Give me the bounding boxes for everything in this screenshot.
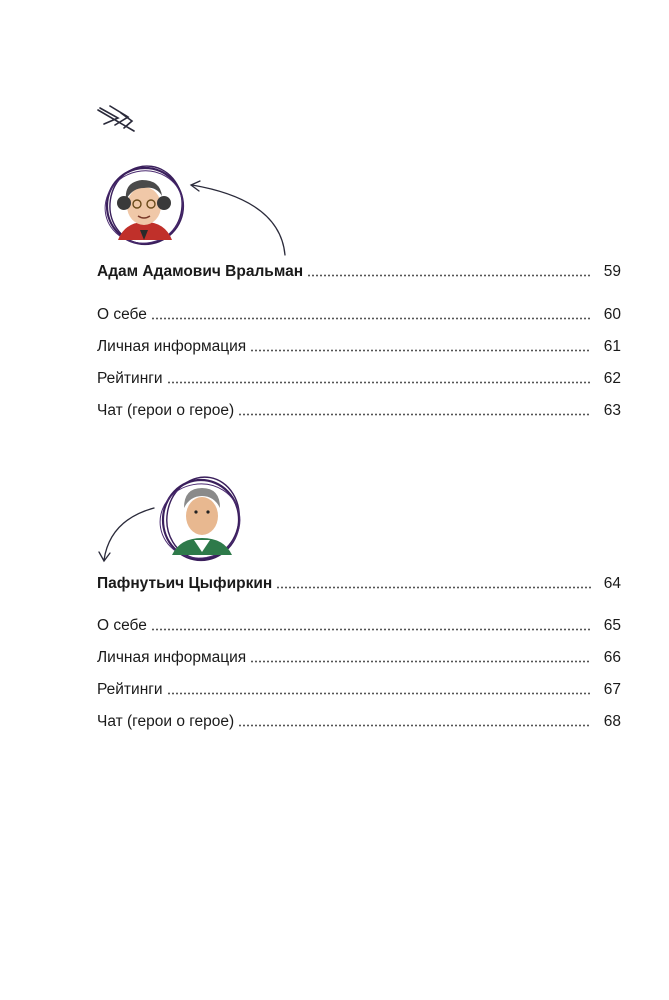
dot-leader <box>167 381 591 384</box>
toc-item-label: Личная информация <box>97 649 247 666</box>
toc-item-row[interactable] <box>97 369 621 389</box>
page-number: 65 <box>603 617 621 634</box>
toc-item-label: Чат (герои о герое) <box>97 402 235 419</box>
dot-leader <box>238 413 591 416</box>
toc-item-row[interactable] <box>97 337 621 357</box>
toc-item-row[interactable] <box>97 305 621 325</box>
toc-item-label: О себе <box>97 617 147 634</box>
avatar-pafnutich-icon <box>154 471 246 564</box>
toc-item-label: Личная информация <box>97 338 247 355</box>
toc-item-row[interactable] <box>97 680 621 700</box>
scribble-icon <box>98 106 134 131</box>
page-number: 59 <box>603 263 621 280</box>
dot-leader <box>151 628 591 631</box>
dot-leader <box>238 724 591 727</box>
dot-leader <box>151 317 591 320</box>
toc-heading-row[interactable] <box>97 574 621 594</box>
page-number: 68 <box>603 713 621 730</box>
page-number: 64 <box>603 575 621 592</box>
toc-item-label: О себе <box>97 306 147 323</box>
dot-leader <box>276 586 591 589</box>
dot-leader <box>167 692 591 695</box>
toc-heading-label: Пафнутьич Цыфиркин <box>97 575 273 592</box>
arrow-icon <box>191 181 285 255</box>
toc-item-label: Чат (герои о герое) <box>97 713 235 730</box>
dot-leader <box>307 274 591 277</box>
toc-heading-label: Адам Адамович Вральман <box>97 263 304 280</box>
toc-item-label: Рейтинги <box>97 370 163 387</box>
toc-item-row[interactable] <box>97 401 621 421</box>
toc-item-row[interactable] <box>97 616 621 636</box>
page-number: 63 <box>603 402 621 419</box>
avatar-adam-icon <box>98 161 189 250</box>
dot-leader <box>250 660 591 663</box>
toc-item-label: Рейтинги <box>97 681 163 698</box>
toc-item-row[interactable] <box>97 648 621 668</box>
arrow-icon <box>99 508 154 561</box>
page-number: 66 <box>603 649 621 666</box>
page-number: 62 <box>603 370 621 387</box>
toc-heading-row[interactable] <box>97 262 621 282</box>
toc-item-row[interactable] <box>97 712 621 732</box>
page-number: 67 <box>603 681 621 698</box>
dot-leader <box>250 349 591 352</box>
page-number: 61 <box>603 338 621 355</box>
page-number: 60 <box>603 306 621 323</box>
